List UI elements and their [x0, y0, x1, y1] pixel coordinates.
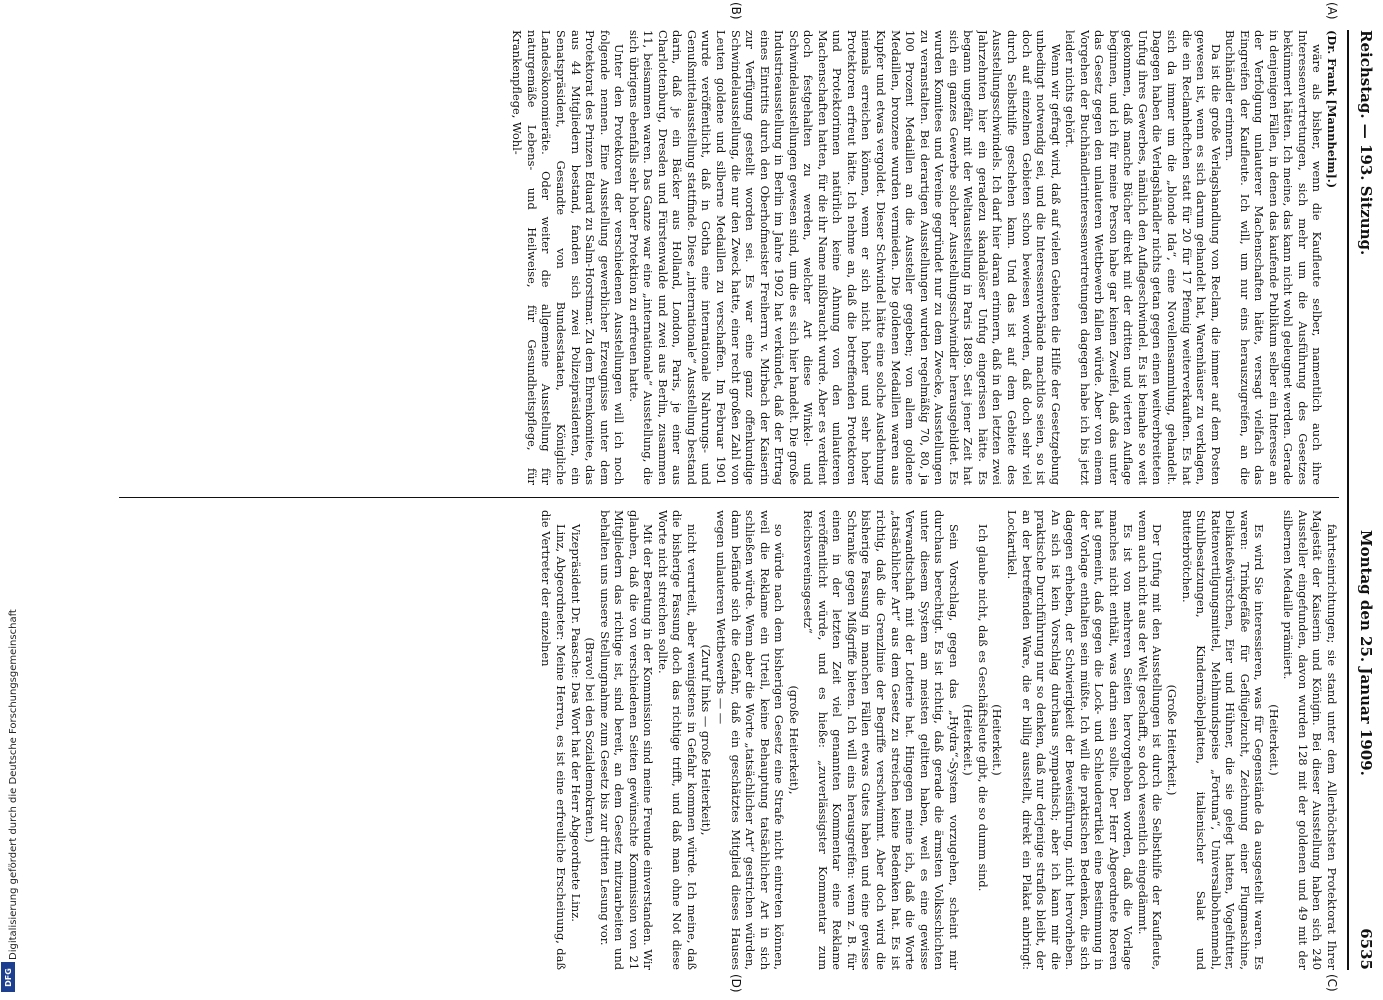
stage-direction: (Heiterkeit.) — [1266, 704, 1281, 776]
paragraph: so würde nach dem bisherigen Gesetz eine Strafe nicht eintreten können, weil die Reklame ein Urteil, keine Behauptung tatsächlicher Art in sich schließen würde. Wenn aber die Worte „tatsächlicher Art“ gestrichen würden, dann befände sich die Gefahr, daß ein geschätztes Mitglied dieses Hauses wegen unlauteren Wettbewerbs — — — [714, 510, 787, 970]
stage-direction: (Zuruf links — große Heiterkeit), — [699, 644, 714, 836]
paragraph: fahrtseinrichtungen; sie stand unter dem Allerhöchsten Protektorat Ihrer Majestät der Kaiserin und Königin. Bei dieser Ausstellung haben sich 240 Aussteller eingefunden, davon wurden 128 mit der goldenen und 49 mit der silbernen Medaille prämiiert. — [1281, 510, 1339, 970]
left-column — [109, 30, 1339, 485]
page-number: 6535 — [1357, 928, 1375, 970]
page-header — [1349, 30, 1375, 970]
dfg-logo: DFG — [1, 962, 15, 992]
paragraph: Linz, Abgeordneter: Meine Herren, es ist eine erfreuliche Erscheinung, daß die Vertreter der einzelnen — [539, 510, 569, 970]
paragraph: Da ist die große Verlagshandlung von Reclam, die immer auf dem Posten gewesen ist, wenn es sich darum gehandelt hat, Warenhäuser zu verklagen, die ein Reclamheftchen statt für 20 für 17 Pfennig weiterverkauften. Es hat sich da immer um die „blonde Ida“, eine Novellensammlung, gehandelt. Dagegen haben die Verlagshändler nichts getan gegen einen weitverbreiteten Unfug ihres Gewerbes, nämlich den Auflageschwindel. Es ist beinahe so weit gekommen, daß manche Bücher direkt mit der dritten und vierten Auflage beginnen, und ich für meine Person habe gar keinen Zweifel, daß das unter das Gesetz gegen den unlauteren Wettbewerb fallen würde. Aber von einem Vorgehen der Buchhändlerinteressenvertretungen dagegen habe ich bis jetzt leider nichts gehört. — [1063, 30, 1223, 485]
digitization-strip — [0, 0, 19, 1000]
speaker-line: (Dr. Frank [Mannheim].) — [1325, 30, 1339, 189]
paragraph: Es wird Sie interessieren, was für Gegenstände da ausgestellt waren. Es waren: Trinkgefäße für Geflügelzucht, Zeichnung einer Flugmaschine, Delikateßwürstchen, Eier und Hühner, die sie gelegt hatten, Vogelfutter, Rattenvertilgungsmittel, Mehlmundspeise „Fortuna“, Universalbohnenmehl, Stuhlbesatzungen, Kindermöbelplatten, italienischer Salat und Butterbrötchen. — [1179, 510, 1267, 970]
stage-direction: (große Heiterkeit), — [786, 685, 801, 795]
paragraph: Unter den Protektoren der verschiedenen Ausstellungen will ich noch folgende nennen. Eine Ausstellung gewerblicher Erzeugnisse unter dem Protektorat des Prinzen Eduard zu Salm-Horstmar. Zu dem Ehrenkomitee, das aus 44 Mitgliedern bestand, fanden sich zwei Polizeipräsidenten, ein Senatspräsident, Gesandte von Bundesstaaten, Königliche Landesökonomieräte. Oder weiter die allgemeine Ausstellung für naturgemäße Lebens- und Heilweise, für Gesundheitspflege, für Krankenpflege, Wohl- — [510, 30, 627, 485]
margin-marker-d: (D) — [729, 974, 743, 993]
paragraph: Es ist von mehreren Seiten hervorgehoben worden, daß die Vorlage manches nicht enthält, was darin sein sollte. Der Herr Abgeordnete Roeren hat gemeint, daß gegen die Lock- und Schleuderartikel eine Bestimmung in der Vorlage enthalten sein müßte. Ich will die praktischen Bedenken, die sich dagegen erheben, der Schwierigkeit der Beweisführung, nicht hervorheben. An sich ist kein Vorschlag durchaus sympathisch; aber ich kann mir die praktische Durchführung nur so denken, daß nur derjenige straflos bleibt, der an der betreffenden Ware, die er billig ausstellt, direkt ein Plakat anbringt: Lockartikel. — [1004, 510, 1136, 970]
stage-direction: (Heiterkeit.) — [990, 704, 1005, 776]
paragraph: Sein Vorschlag, gegen das „Hydra“-System vorzugehen, scheint mir durchaus berechtigt. Es ist richtig, daß gerade die ärmsten Volksschichten unter diesem System am meisten gelitten haben, weil es eine gewisse Verwandtschaft mit der Lotterie hat. Hingegen meine ich, daß die Worte „tatsächlicher Art“ aus dem Gesetz zu streichen keine Bedenken hat. Es ist richtig, daß die Grenzlinie der Begriffe verschwimmt. Aber doch wird die bisherige Fassung in manchen Fällen etwas Gutes haben und eine gewisse Schranke gegen Mißgriffe bieten. Ich will eins herausgreifen: wenn z. B. für einen in der letzten Zeit viel genannten Kommentar eine Reklame veröffentlicht würde, und es hieße: „zuverlässigster Kommentar zum Reichsvereinsgesetz“ — [801, 510, 961, 970]
stage-direction: (Bravo! bei den Sozialdemokraten.) — [583, 637, 598, 843]
stage-direction: (Heiterkeit.) — [961, 704, 976, 776]
page-scan — [20, 0, 1383, 1000]
paragraph: wäre als bisher, wenn die Kaufleute selber, namentlich auch ihre Interessenvertretungen, sich mehr um die Ausführung des Gesetzes bekümmert hätten. Ich meine, das kann nicht wohl geleugnet werden. Gerade in denjenigen Fällen, in denen das kaufende Publikum selber ein Interesse an der Verfolgung unlauterer Machenschaften hätte, versagt vielfach das Eingreifen der Kaufleute. Ich will, um nur eins herauszugreifen, an die Buchhändler erinnern. — [1223, 30, 1325, 485]
right-column — [109, 510, 1339, 970]
paragraph: Ich glaube nicht, daß es Geschäftsleute gibt, die so dumm sind. — [975, 524, 990, 892]
header-title: Reichstag. — 193. Sitzung. — [1357, 30, 1375, 256]
margin-marker-b: (B) — [729, 2, 743, 20]
header-rule — [1347, 30, 1349, 970]
paragraph: nicht verurteilt, aber wenigstens in Gefahr kommen würde. Ich meine, daß die bisherige Fassung doch das richtige trifft, und daß man ohne Not diese Worte nicht streichen sollte. — [655, 510, 699, 970]
rotated-page — [93, 0, 1383, 1000]
stage-direction: (Große Heiterkeit.) — [1164, 684, 1179, 796]
digitization-note: Digitalisierung gefördert durch die Deutsche Forschungsgemeinschaft — [8, 609, 19, 960]
paragraph: Wenn wir gefragt wird, daß auf vielen Gebieten die Hilfe der Gesetzgebung unbedingt notwendig sei, und die Interessenverbände machtlos seien, so ist doch auf einzelnen Gebieten schon bewiesen worden, daß doch sehr viel durch Selbsthilfe geschehen kann. Und das ist auf dem Gebiete des Ausstellungsschwindels. Ich darf hier daran erinnern, daß in den letzten zwei Jahrzehnten hier ein geradezu skandalöser Unfug eingerissen hätte. Es begann ungefähr mit der Weltausstellung in Paris 1889. Seit jener Zeit hat sich ein ganzes Gewerbe solcher Ausstellungsschwindler herausgebildet. Es wurden Komitees und Vereine gegründet nur zu dem Zwecke, Ausstellungen zu veranstalten. Bei derartigen Ausstellungen wurden regelmäßig 70, 80, ja 100 Prozent Medaillen an die Aussteller gegeben; von allem goldene Medaillen, bronzene wurden vermieden. Die goldenen Medaillen waren aus Kupfer und etwas vergoldet. Dieser Schwindel hätte eine solche Ausdehnung niemals erreichen können, wenn er sich nicht hoher und sehr hoher Protektoren erfreut hätte. Ich nehme an, daß die betreffenden Protektoren und Protektorinnen natürlich keine Ahnung von den unlauteren Machenschaften hatten, für die ihr Name mißbraucht wurde. Aber es verdient doch festgehalten zu werden, welcher Art diese Winkel- und Schwindelausstellungen gewesen sind, um die es sich hier handelt. Die große Industrieausstellung in Berlin im Jahre 1902 hat verkündet, daß der Ertrag eines Eintritts durch den Oberhofmeister Freiherrn v. Mirbach der Kaiserin zur Verfügung gestellt worden sei. Es war eine ganz offenkundige Schwindelausstellung, die nur den Zweck hatte, einer recht großen Zahl von Leuten goldene und silberne Medaillen zu verschaffen. Im Februar 1901 wurde veröffentlicht, daß in Gotha eine internationale Nahrungs- und Genußmittelausstellung stattfinde. Diese „internationale“ Ausstellung bestand darin, daß je ein Bäcker aus Holland, London, Paris, je einer aus Charlottenburg, Dresden und Fürstenwalde und zwei aus Berlin, zusammen 11, beisammen waren. Das Ganze war eine „internationale“ Ausstellung, die sich übrigens ebenfalls sehr hoher Protektion zu erfreuen hatte. — [626, 30, 1063, 485]
paragraph: Der Unfug mit den Ausstellungen ist durch die Selbsthilfe der Kaufleute, wenn auch nicht aus der Welt geschafft, so doch wesentlich eingedämmt. — [1135, 510, 1165, 970]
header-date: Montag den 25. Januar 1909. — [1357, 530, 1375, 776]
paragraph: Vizepräsident Dr. Paasche: Das Wort hat der Herr Abgeordnete Linz. — [568, 524, 583, 922]
margin-marker-a: (A) — [1325, 2, 1339, 20]
paragraph: Mit der Beratung in der Kommission sind meine Freunde einverstanden. Wir glauben, daß die von verschiedenen Seiten gewünschte Kommission von 21 Mitgliedern das richtige ist, sind bereit, an dem Gesetz mitzuarbeiten und behalten uns unsere Stellungnahme zum Gesetz bis zur dritten Lesung vor. — [597, 510, 656, 970]
margin-marker-c: (C) — [1325, 974, 1339, 992]
column-divider — [119, 497, 1339, 498]
